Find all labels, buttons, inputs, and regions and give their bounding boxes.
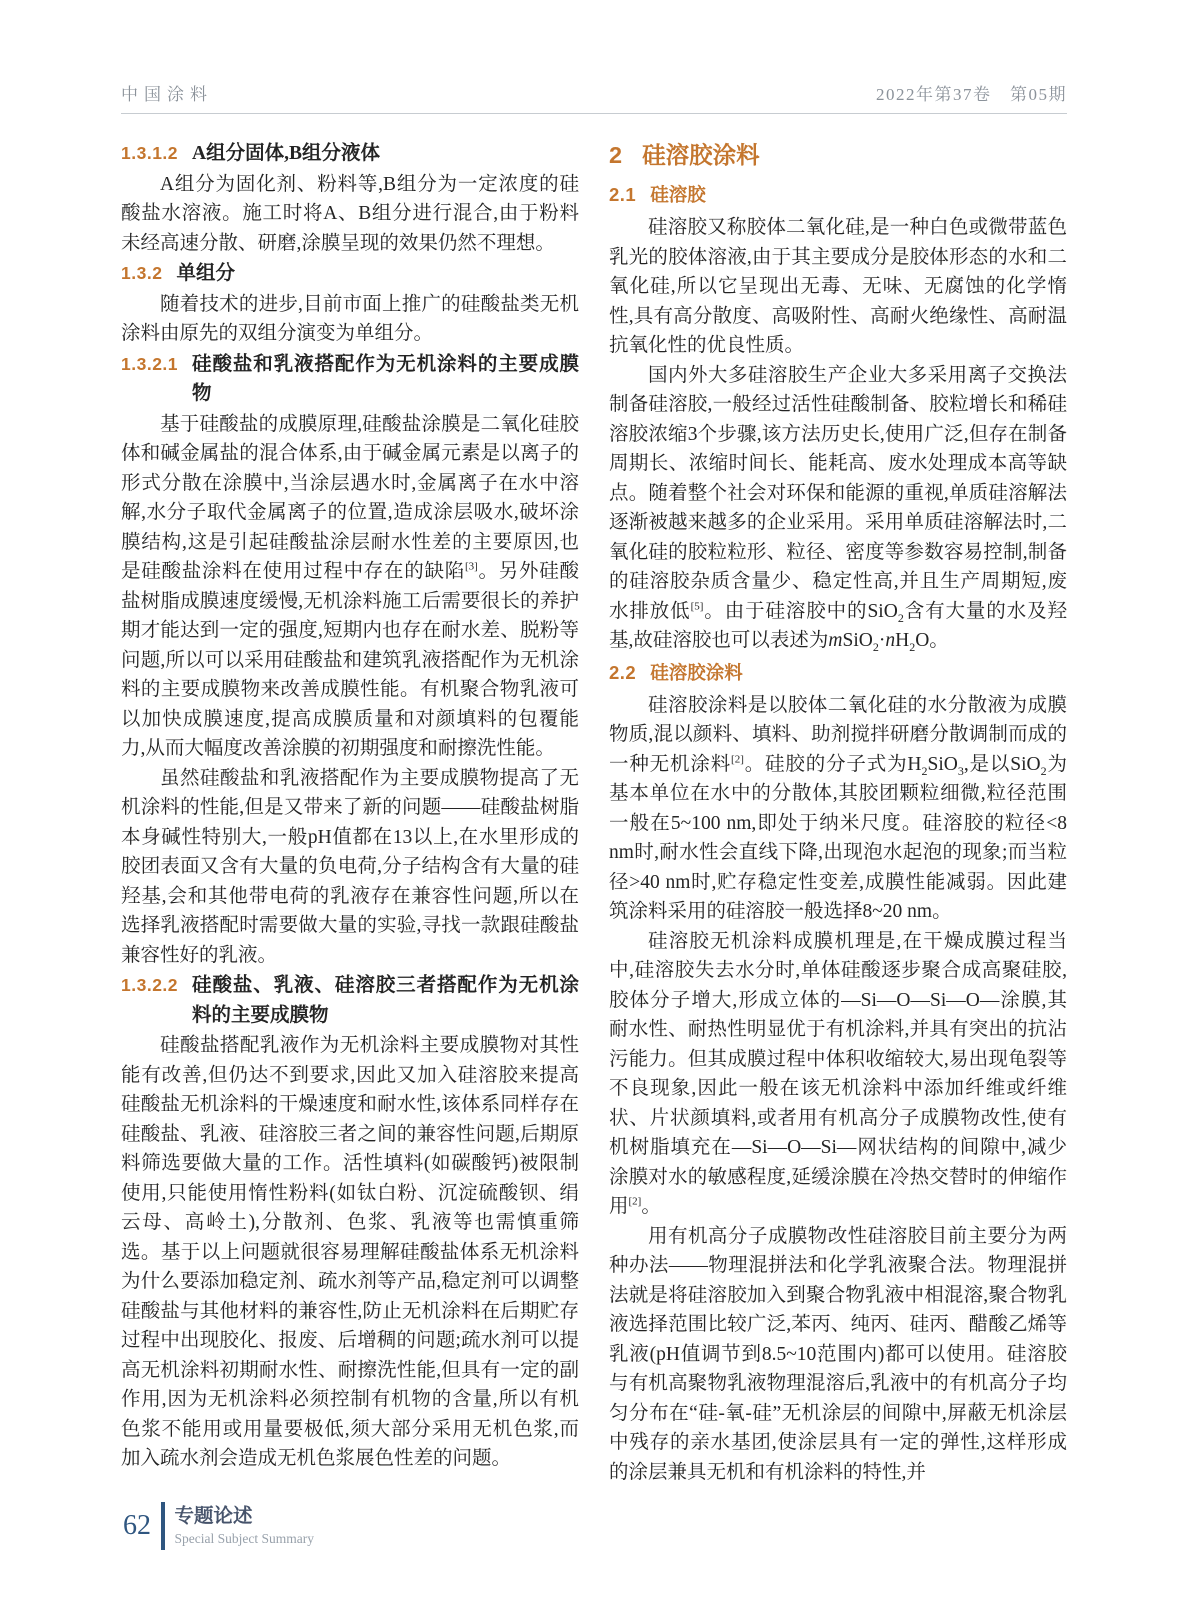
section-heading-2 [609,138,1067,172]
section-heading-1322 [121,971,579,1030]
paragraph: 基于硅酸盐的成膜原理,硅酸盐涂膜是二氧化硅胶体和碱金属盐的混合体系,由于碱金属元素是以离子的形式分散在涂膜中,当涂层遇水时,金属离子在水中溶解,水分子取代金属离子的位置,造成涂层吸水,破坏涂膜结构,这是引起硅酸盐涂层耐水性差的主要原因,也是硅酸盐涂料在使用过程中存在的缺陷[3]。另外硅酸盐树脂成膜速度缓慢,无机涂料施工后需要很长的养护期才能达到一定的强度,短期内也存在耐水差、脱粉等问题,所以可以采用硅酸盐和建筑乳液搭配作为无机涂料的主要成膜物来改善成膜性能。有机聚合物乳液可以加快成膜速度,提高成膜质量和对颜填料的包覆能力,从而大幅度改善涂膜的初期强度和耐擦洗性能。 [121,413,579,759]
section-heading-1312 [121,139,579,169]
paragraph: 硅溶胶涂料是以胶体二氧化硅的水分散液为成膜物质,混以颜料、填料、助剂搅拌研磨分散调制而成的一种无机涂料[2]。硅胶的分子式为$H_2SiO_3$,是以SiO$_2$为基本单位在水中的分散体,其胶团颗粒细微,粒径范围一般在5~100 nm,即处于纳米尺度。硅溶胶的粒径<8 nm时,耐水性会直线下降,出现泡水起泡的现象;而当粒径>40 nm时,贮存稳定性变差,成膜性能减弱。因此建筑涂料采用的硅溶胶一般选择8~20 nm。 [609,694,1067,922]
footer-section-subtitle: Special Subject Summary [174,1531,314,1546]
section-number: 1.3.1.2 [121,143,179,163]
paragraph: A组分为固化剂、粉料等,B组分为一定浓度的硅酸盐水溶液。施工时将A、B组分进行混合,由于粉料未经高速分散、研磨,涂膜呈现的效果仍然不理想。 [121,173,579,254]
paragraph: 硅酸盐搭配乳液作为无机涂料主要成膜物对其性能有改善,但仍达不到要求,因此又加入硅溶胶来提高硅酸盐无机涂料的干燥速度和耐水性,该体系同样存在硅酸盐、乳液、硅溶胶三者之间的兼容性问题,后期原料筛选要做大量的工作。活性填料(如碳酸钙)被限制使用,只能使用惰性粉料(如钛白粉、沉淀硫酸钡、绢云母、高岭土),分散剂、色浆、乳液等也需慎重筛选。基于以上问题就很容易理解硅酸盐体系无机涂料为什么要添加稳定剂、疏水剂等产品,稳定剂可以调整硅酸盐与其他材料的兼容性,防止无机涂料在后期贮存过程中出现胶化、报废、后增稠的问题;疏水剂可以提高无机涂料初期耐水性、耐擦洗性能,但具有一定的副作用,因为无机涂料必须控制有机物的含量,所以有机色浆不能用或用量要极低,须大部分采用无机色浆,而加入疏水剂会造成无机色浆展色性差的问题。 [121,1035,579,1469]
section-number: 1.3.2.2 [121,975,179,995]
section-heading-21 [609,180,1067,210]
issue-info: 2022年第37卷 第05期 [876,85,1067,104]
section-title: 硅酸盐、乳液、硅溶胶三者搭配作为无机涂料的主要成膜物 [192,975,579,1026]
page-footer [123,1502,314,1550]
section-number: 2 [609,142,623,168]
paragraph: 硅溶胶又称胶体二氧化硅,是一种白色或微带蓝色乳光的胶体溶液,由于其主要成分是胶体形态的水和二氧化硅,所以它呈现出无毒、无味、无腐蚀的化学惰性,具有高分散度、高吸附性、高耐火绝缘性、高耐温抗氧化性的优良性质。 [609,217,1067,356]
section-heading-132 [121,259,579,289]
page-number: 62 [123,1510,151,1541]
section-number: 2.1 [609,184,637,205]
left-column [121,138,579,1487]
page-content [121,80,1067,1487]
footer-divider [161,1502,165,1550]
section-title: 硅溶胶涂料 [650,661,743,683]
paragraph: 用有机高分子成膜物改性硅溶胶目前主要分为两种办法——物理混拼法和化学乳液聚合法。物理混拼法就是将硅溶胶加入到聚合物乳液中相混溶,聚合物乳液选择范围比较广泛,苯丙、纯丙、硅丙、醋酸乙烯等乳液(pH值调节到8.5~10范围内)都可以使用。硅溶胶与有机高聚物乳液物理混溶后,乳液中的有机高分子均匀分布在“硅-氧-硅”无机涂层的间隙中,屏蔽无机涂层中残存的亲水基团,使涂层具有一定的弹性,这样形成的涂层兼具无机和有机涂料的特性,并 [609,1225,1067,1483]
section-title: 硅溶胶涂料 [642,142,760,168]
paragraph: 虽然硅酸盐和乳液搭配作为主要成膜物提高了无机涂料的性能,但是又带来了新的问题——硅酸盐树脂本身碱性特别大,一般pH值都在13以上,在水里形成的胶团表面又含有大量的负电荷,分子结构含有大量的硅羟基,会和其他带电荷的乳液存在兼容性问题,所以在选择乳液搭配时需要做大量的实验,寻找一款跟硅酸盐兼容性好的乳液。 [121,767,579,966]
section-title: 单组分 [176,263,235,284]
section-title: 硅溶胶 [650,184,706,205]
section-number: 2.2 [609,661,637,683]
section-title: 硅酸盐和乳液搭配作为无机涂料的主要成膜物 [192,353,579,404]
paragraph: 国内外大多硅溶胶生产企业大多采用离子交换法制备硅溶胶,一般经过活性硅酸制备、胶粒增长和稀硅溶胶浓缩3个步骤,该方法历史长,使用广泛,但存在制备周期长、浓缩时间长、能耗高、废水处理成本高等缺点。随着整个社会对环保和能源的重视,单质硅溶解法逐渐被越来越多的企业采用。采用单质硅溶解法时,二氧化硅的胶粒粒形、粒径、密度等参数容易控制,制备的硅溶胶杂质含量少、稳定性高,并且生产周期短,废水排放低[5]。由于硅溶胶中的SiO$_2$含有大量的水及羟基,故硅溶胶也可以表述为$mSiO_2\cdot nH_2O$。 [609,364,1067,654]
two-column-body [121,138,1067,1487]
footer-section-block [175,1504,314,1548]
section-number: 1.3.2 [121,263,163,283]
page-header [121,80,1067,114]
section-title: A组分固体,B组分液体 [192,143,380,164]
footer-section-title: 专题论述 [174,1505,253,1527]
paragraph: 随着技术的进步,目前市面上推广的硅酸盐类无机涂料由原先的双组分演变为单组分。 [121,293,579,344]
section-heading-1321 [121,350,579,409]
section-heading-22 [609,658,1067,688]
right-column [609,138,1067,1487]
journal-title: 中国涂料 [121,85,213,104]
paragraph: 硅溶胶无机涂料成膜机理是,在干燥成膜过程当中,硅溶胶失去水分时,单体硅酸逐步聚合成高聚硅胶,胶体分子增大,形成立体的—Si—O—Si—O—涂膜,其耐水性、耐热性明显优于有机涂料,并具有突出的抗沾污能力。但其成膜过程中体积收缩较大,易出现龟裂等不良现象,因此一般在该无机涂料中添加纤维或纤维状、片状颜填料,或者用有机高分子成膜物改性,使有机树脂填充在—Si—O—Si—网状结构的间隙中,减少涂膜对水的敏感程度,延缓涂膜在冷热交替时的伸缩作用[2]。 [609,930,1067,1217]
section-number: 1.3.2.1 [121,353,179,374]
